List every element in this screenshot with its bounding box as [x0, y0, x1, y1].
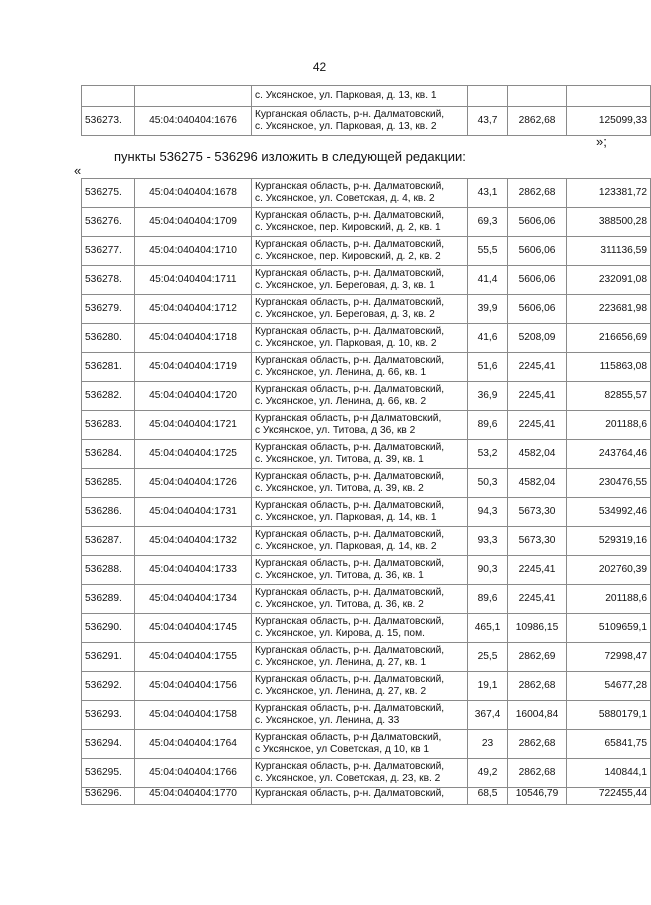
table-row — [82, 266, 651, 295]
table-row — [82, 295, 651, 324]
table-row — [82, 440, 651, 469]
unit-value-cell: 5606,06 — [508, 266, 567, 295]
cadastral-value-cell: 65841,75 — [567, 730, 651, 759]
address-cell: Курганская область, р-н. Далматовский, с. Уксянское, ул. Ленина, д. 66, кв. 2 — [252, 382, 468, 411]
table-row — [82, 672, 651, 701]
amendment-instruction: пункты 536275 - 536296 изложить в следующей редакции: — [114, 149, 466, 164]
row-number-cell: 536285. — [82, 469, 135, 498]
address-cell: Курганская область, р-н. Далматовский, с. Уксянское, ул. Парковая, д. 10, кв. 2 — [252, 324, 468, 353]
cadastral-value-cell: 223681,98 — [567, 295, 651, 324]
cadastral-number-cell: 45:04:040404:1733 — [135, 556, 252, 585]
unit-value-cell: 5208,09 — [508, 324, 567, 353]
cadastral-number-cell: 45:04:040404:1770 — [135, 788, 252, 805]
unit-value-cell: 10986,15 — [508, 614, 567, 643]
cadastral-value-cell: 722455,44 — [567, 788, 651, 805]
address-cell: Курганская область, р-н. Далматовский, с. Уксянское, пер. Кировский, д. 2, кв. 2 — [252, 237, 468, 266]
address-cell: Курганская область, р-н Далматовский, с Уксянское, ул Советская, д 10, кв 1 — [252, 730, 468, 759]
table-row — [82, 382, 651, 411]
cadastral-value-cell: 82855,57 — [567, 382, 651, 411]
property-table-continuation — [81, 85, 651, 136]
closing-quote: »; — [596, 134, 607, 149]
unit-value-cell: 2245,41 — [508, 556, 567, 585]
cadastral-number-cell: 45:04:040404:1732 — [135, 527, 252, 556]
address-cell: Курганская область, р-н. Далматовский, с. Уксянское, ул. Ленина, д. 66, кв. 1 — [252, 353, 468, 382]
cadastral-value-cell: 115863,08 — [567, 353, 651, 382]
cadastral-number-cell: 45:04:040404:1709 — [135, 208, 252, 237]
cadastral-number-cell: 45:04:040404:1766 — [135, 759, 252, 788]
area-cell: 367,4 — [468, 701, 508, 730]
row-number-cell: 536294. — [82, 730, 135, 759]
row-number-cell: 536273. — [82, 107, 135, 136]
table-row — [82, 614, 651, 643]
table-row — [82, 788, 651, 805]
row-number-cell: 536288. — [82, 556, 135, 585]
area-cell: 465,1 — [468, 614, 508, 643]
property-table — [81, 178, 651, 805]
row-number-cell: 536282. — [82, 382, 135, 411]
area-cell: 90,3 — [468, 556, 508, 585]
area-cell: 53,2 — [468, 440, 508, 469]
row-number-cell: 536289. — [82, 585, 135, 614]
address-cell: Курганская область, р-н. Далматовский, с. Уксянское, ул. Советская, д. 23, кв. 2 — [252, 759, 468, 788]
address-cell: Курганская область, р-н. Далматовский, — [252, 788, 468, 805]
cadastral-value-cell: 5109659,1 — [567, 614, 651, 643]
row-number-cell: 536295. — [82, 759, 135, 788]
row-number-cell: 536293. — [82, 701, 135, 730]
cadastral-value-cell: 534992,46 — [567, 498, 651, 527]
area-cell: 39,9 — [468, 295, 508, 324]
cadastral-value-cell: 529319,16 — [567, 527, 651, 556]
table-row — [82, 107, 651, 136]
unit-value-cell: 2245,41 — [508, 585, 567, 614]
unit-value-cell: 10546,79 — [508, 788, 567, 805]
address-cell: Курганская область, р-н. Далматовский, с. Уксянское, ул. Парковая, д. 13, кв. 2 — [252, 107, 468, 136]
cadastral-value-cell: 311136,59 — [567, 237, 651, 266]
address-cell: Курганская область, р-н. Далматовский, с. Уксянское, ул. Титова, д. 36, кв. 2 — [252, 585, 468, 614]
cadastral-value-cell: 140844,1 — [567, 759, 651, 788]
cadastral-number-cell: 45:04:040404:1720 — [135, 382, 252, 411]
table-row — [82, 585, 651, 614]
area-cell: 94,3 — [468, 498, 508, 527]
cadastral-value-cell: 216656,69 — [567, 324, 651, 353]
cadastral-value-cell: 125099,33 — [567, 107, 651, 136]
table-row — [82, 643, 651, 672]
table-row — [82, 759, 651, 788]
cadastral-value-cell: 201188,6 — [567, 585, 651, 614]
cadastral-number-cell: 45:04:040404:1676 — [135, 107, 252, 136]
cadastral-number-cell: 45:04:040404:1711 — [135, 266, 252, 295]
area-cell: 89,6 — [468, 585, 508, 614]
unit-value-cell: 2862,68 — [508, 179, 567, 208]
cadastral-value-cell: 232091,08 — [567, 266, 651, 295]
row-number-cell: 536290. — [82, 614, 135, 643]
table-row — [82, 353, 651, 382]
address-cell: с. Уксянское, ул. Парковая, д. 13, кв. 1 — [252, 86, 468, 107]
row-number-cell: 536276. — [82, 208, 135, 237]
unit-value-cell: 5673,30 — [508, 498, 567, 527]
address-cell: Курганская область, р-н. Далматовский, с. Уксянское, ул. Титова, д. 39, кв. 1 — [252, 440, 468, 469]
address-cell: Курганская область, р-н. Далматовский, с. Уксянское, ул. Береговая, д. 3, кв. 2 — [252, 295, 468, 324]
area-cell: 55,5 — [468, 237, 508, 266]
area-cell: 41,6 — [468, 324, 508, 353]
address-cell: Курганская область, р-н. Далматовский, с. Уксянское, ул. Советская, д. 4, кв. 2 — [252, 179, 468, 208]
cadastral-value-cell: 388500,28 — [567, 208, 651, 237]
row-number-cell: 536286. — [82, 498, 135, 527]
area-cell: 25,5 — [468, 643, 508, 672]
cadastral-number-cell: 45:04:040404:1721 — [135, 411, 252, 440]
unit-value-cell: 2245,41 — [508, 382, 567, 411]
area-cell — [468, 86, 508, 107]
unit-value-cell: 5606,06 — [508, 295, 567, 324]
cadastral-value-cell: 243764,46 — [567, 440, 651, 469]
unit-value-cell: 2862,69 — [508, 643, 567, 672]
area-cell: 43,1 — [468, 179, 508, 208]
cadastral-number-cell: 45:04:040404:1734 — [135, 585, 252, 614]
area-cell: 89,6 — [468, 411, 508, 440]
table-row — [82, 179, 651, 208]
cadastral-number-cell: 45:04:040404:1755 — [135, 643, 252, 672]
table-row — [82, 730, 651, 759]
row-number-cell: 536278. — [82, 266, 135, 295]
area-cell: 68,5 — [468, 788, 508, 805]
cadastral-number-cell: 45:04:040404:1745 — [135, 614, 252, 643]
row-number-cell: 536280. — [82, 324, 135, 353]
unit-value-cell: 16004,84 — [508, 701, 567, 730]
table-row — [82, 237, 651, 266]
cadastral-value-cell: 72998,47 — [567, 643, 651, 672]
row-number-cell: 536287. — [82, 527, 135, 556]
table-row — [82, 208, 651, 237]
cadastral-number-cell: 45:04:040404:1764 — [135, 730, 252, 759]
cadastral-number-cell: 45:04:040404:1712 — [135, 295, 252, 324]
cadastral-number-cell: 45:04:040404:1710 — [135, 237, 252, 266]
address-cell: Курганская область, р-н. Далматовский, с. Уксянское, ул. Ленина, д. 27, кв. 2 — [252, 672, 468, 701]
row-number-cell: 536281. — [82, 353, 135, 382]
row-number-cell: 536283. — [82, 411, 135, 440]
unit-value-cell: 4582,04 — [508, 440, 567, 469]
row-number-cell: 536279. — [82, 295, 135, 324]
row-number-cell: 536275. — [82, 179, 135, 208]
unit-value-cell — [508, 86, 567, 107]
unit-value-cell: 2245,41 — [508, 353, 567, 382]
cadastral-number-cell: 45:04:040404:1718 — [135, 324, 252, 353]
cadastral-number-cell: 45:04:040404:1758 — [135, 701, 252, 730]
cadastral-value-cell: 54677,28 — [567, 672, 651, 701]
unit-value-cell: 5606,06 — [508, 237, 567, 266]
address-cell: Курганская область, р-н. Далматовский, с. Уксянское, ул. Парковая, д. 14, кв. 2 — [252, 527, 468, 556]
address-cell: Курганская область, р-н. Далматовский, с. Уксянское, ул. Ленина, д. 27, кв. 1 — [252, 643, 468, 672]
area-cell: 69,3 — [468, 208, 508, 237]
table-row — [82, 556, 651, 585]
cadastral-value-cell — [567, 86, 651, 107]
cadastral-value-cell: 123381,72 — [567, 179, 651, 208]
table-row — [82, 86, 651, 107]
area-cell: 43,7 — [468, 107, 508, 136]
table-row — [82, 527, 651, 556]
row-number-cell: 536292. — [82, 672, 135, 701]
table-row — [82, 469, 651, 498]
unit-value-cell: 2862,68 — [508, 672, 567, 701]
row-number-cell: 536291. — [82, 643, 135, 672]
area-cell: 49,2 — [468, 759, 508, 788]
table-row — [82, 498, 651, 527]
area-cell: 19,1 — [468, 672, 508, 701]
cadastral-number-cell: 45:04:040404:1756 — [135, 672, 252, 701]
cadastral-number-cell: 45:04:040404:1719 — [135, 353, 252, 382]
row-number-cell — [82, 86, 135, 107]
area-cell: 50,3 — [468, 469, 508, 498]
cadastral-number-cell: 45:04:040404:1726 — [135, 469, 252, 498]
address-cell: Курганская область, р-н. Далматовский, с. Уксянское, ул. Кирова, д. 15, пом. — [252, 614, 468, 643]
page-number: 42 — [312, 60, 327, 74]
table-row — [82, 701, 651, 730]
address-cell: Курганская область, р-н. Далматовский, с. Уксянское, пер. Кировский, д. 2, кв. 1 — [252, 208, 468, 237]
unit-value-cell: 2862,68 — [508, 730, 567, 759]
row-number-cell: 536296. — [82, 788, 135, 805]
area-cell: 51,6 — [468, 353, 508, 382]
cadastral-value-cell: 230476,55 — [567, 469, 651, 498]
opening-quote: « — [74, 163, 82, 178]
address-cell: Курганская область, р-н. Далматовский, с. Уксянское, ул. Береговая, д. 3, кв. 1 — [252, 266, 468, 295]
address-cell: Курганская область, р-н. Далматовский, с. Уксянское, ул. Титова, д. 39, кв. 2 — [252, 469, 468, 498]
table-row — [82, 411, 651, 440]
cadastral-value-cell: 5880179,1 — [567, 701, 651, 730]
cadastral-number-cell: 45:04:040404:1725 — [135, 440, 252, 469]
address-cell: Курганская область, р-н. Далматовский, с. Уксянское, ул. Ленина, д. 33 — [252, 701, 468, 730]
row-number-cell: 536284. — [82, 440, 135, 469]
address-cell: Курганская область, р-н Далматовский, с Уксянское, ул. Титова, д 36, кв 2 — [252, 411, 468, 440]
row-number-cell: 536277. — [82, 237, 135, 266]
unit-value-cell: 5673,30 — [508, 527, 567, 556]
unit-value-cell: 2245,41 — [508, 411, 567, 440]
unit-value-cell: 2862,68 — [508, 759, 567, 788]
unit-value-cell: 2862,68 — [508, 107, 567, 136]
cadastral-number-cell — [135, 86, 252, 107]
address-cell: Курганская область, р-н. Далматовский, с. Уксянское, ул. Парковая, д. 14, кв. 1 — [252, 498, 468, 527]
unit-value-cell: 4582,04 — [508, 469, 567, 498]
unit-value-cell: 5606,06 — [508, 208, 567, 237]
cadastral-value-cell: 202760,39 — [567, 556, 651, 585]
area-cell: 36,9 — [468, 382, 508, 411]
area-cell: 23 — [468, 730, 508, 759]
cadastral-number-cell: 45:04:040404:1678 — [135, 179, 252, 208]
area-cell: 41,4 — [468, 266, 508, 295]
cadastral-value-cell: 201188,6 — [567, 411, 651, 440]
table-row — [82, 324, 651, 353]
cadastral-number-cell: 45:04:040404:1731 — [135, 498, 252, 527]
area-cell: 93,3 — [468, 527, 508, 556]
address-cell: Курганская область, р-н. Далматовский, с. Уксянское, ул. Титова, д. 36, кв. 1 — [252, 556, 468, 585]
